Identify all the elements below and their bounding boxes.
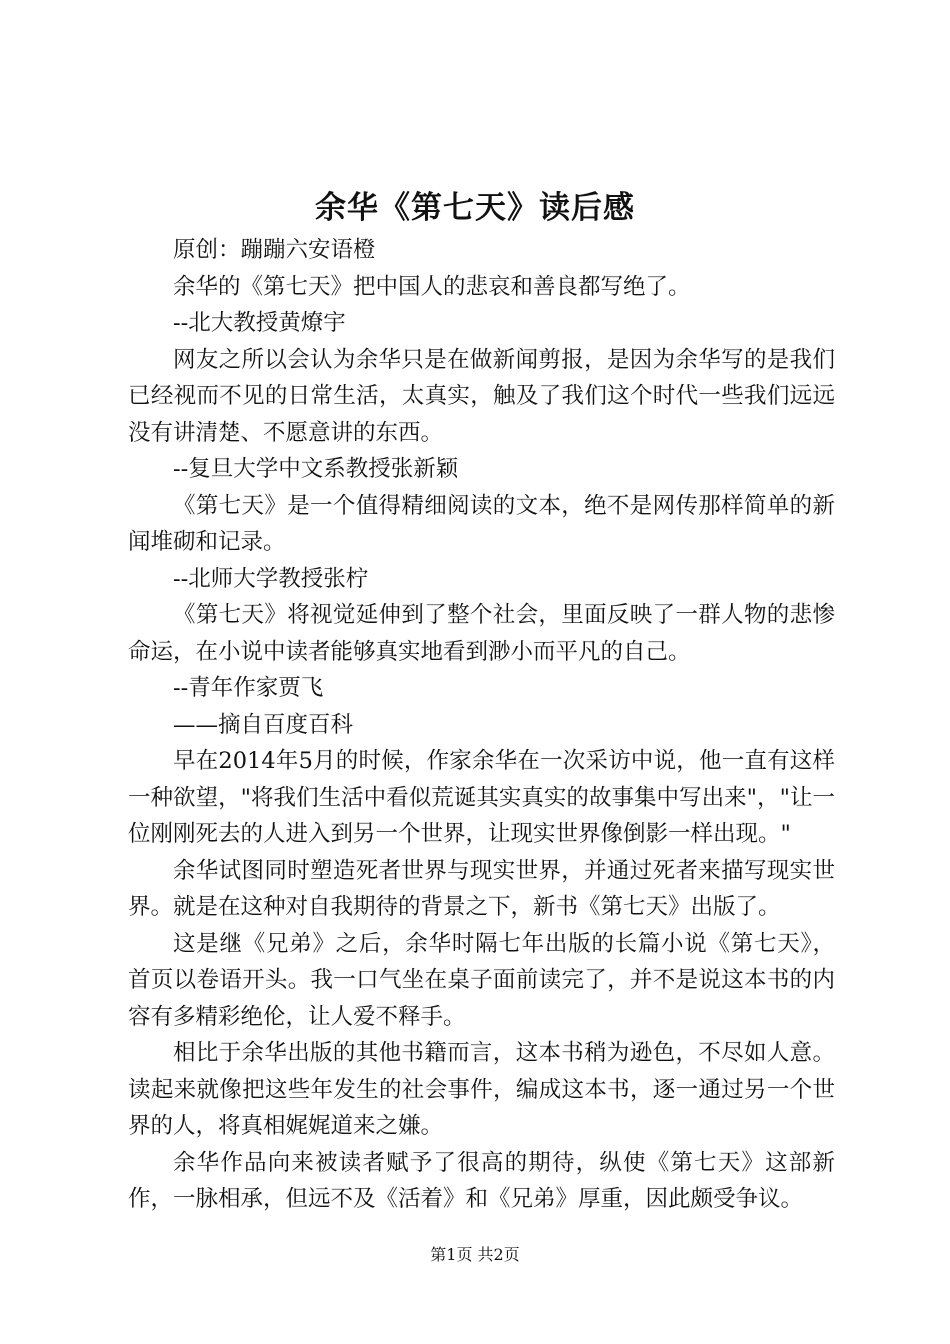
paragraph-attribution-4: --青年作家贾飞 — [173, 675, 324, 701]
page-number-footer: 第1页 共2页 — [430, 1245, 520, 1264]
paragraph-quote-2: 网友之所以会认为余华只是在做新闻剪报，是因为余华写的是我们已经视而不见的日常生活，太真实，触及了我们这个时代一些我们远远没有讲清楚、不愿意讲的东西。 — [128, 346, 835, 446]
paragraph-author: 原创：蹦蹦六安语橙 — [173, 237, 376, 263]
paragraph-quote-3: 《第七天》是一个值得精细阅读的文本，绝不是网传那样简单的新闻堆砌和记录。 — [128, 492, 835, 555]
paragraph-quote-1: 余华的《第七天》把中国人的悲哀和善良都写绝了。 — [173, 273, 691, 300]
paragraph-attribution-3: --北师大学教授张柠 — [173, 565, 369, 592]
paragraph-body-4: 相比于余华出版的其他书籍而言，这本书稍为逊色，不尽如人意。读起来就像把这些年发生的社会事件，编成这本书，逐一通过另一个世界的人，将真相娓娓道来之嫌。 — [128, 1040, 835, 1139]
paragraph-attribution-2: --复旦大学中文系教授张新颖 — [173, 456, 459, 482]
paragraph-body-2: 余华试图同时塑造死者世界与现实世界，并通过死者来描写现实世界。就是在这种对自我期待的背景之下，新书《第七天》出版了。 — [128, 857, 835, 920]
paragraph-body-5: 余华作品向来被读者赋予了很高的期待，纵使《第七天》这部新作，一脉相承，但远不及《活着》和《兄弟》厚重，因此颇受争议。 — [128, 1149, 835, 1212]
paragraph-quote-4: 《第七天》将视觉延伸到了整个社会，里面反映了一群人物的悲惨命运，在小说中读者能够真实地看到渺小而平凡的自己。 — [128, 602, 835, 665]
document-title: 余华《第七天》读后感 — [315, 190, 635, 226]
paragraph-source: ——摘自百度百科 — [173, 711, 354, 738]
paragraph-body-3: 这是继《兄弟》之后，余华时隔七年出版的长篇小说《第七天》，首页以卷语开头。我一口气坐在桌子面前读完了，并不是说这本书的内容有多精彩绝伦，让人爱不释手。 — [128, 930, 835, 1030]
paragraph-attribution-1: --北大教授黄燎宇 — [173, 310, 346, 336]
paragraph-body-1: 早在2014年5月的时候，作家余华在一次采访中说，他一直有这样一种欲望，"将我们生活中看似荒诞其实真实的故事集中写出来"，"让一位刚刚死去的人进入到另一个世界，让现实世界像倒影一样出现。" — [128, 748, 835, 847]
document-body — [128, 232, 835, 1218]
